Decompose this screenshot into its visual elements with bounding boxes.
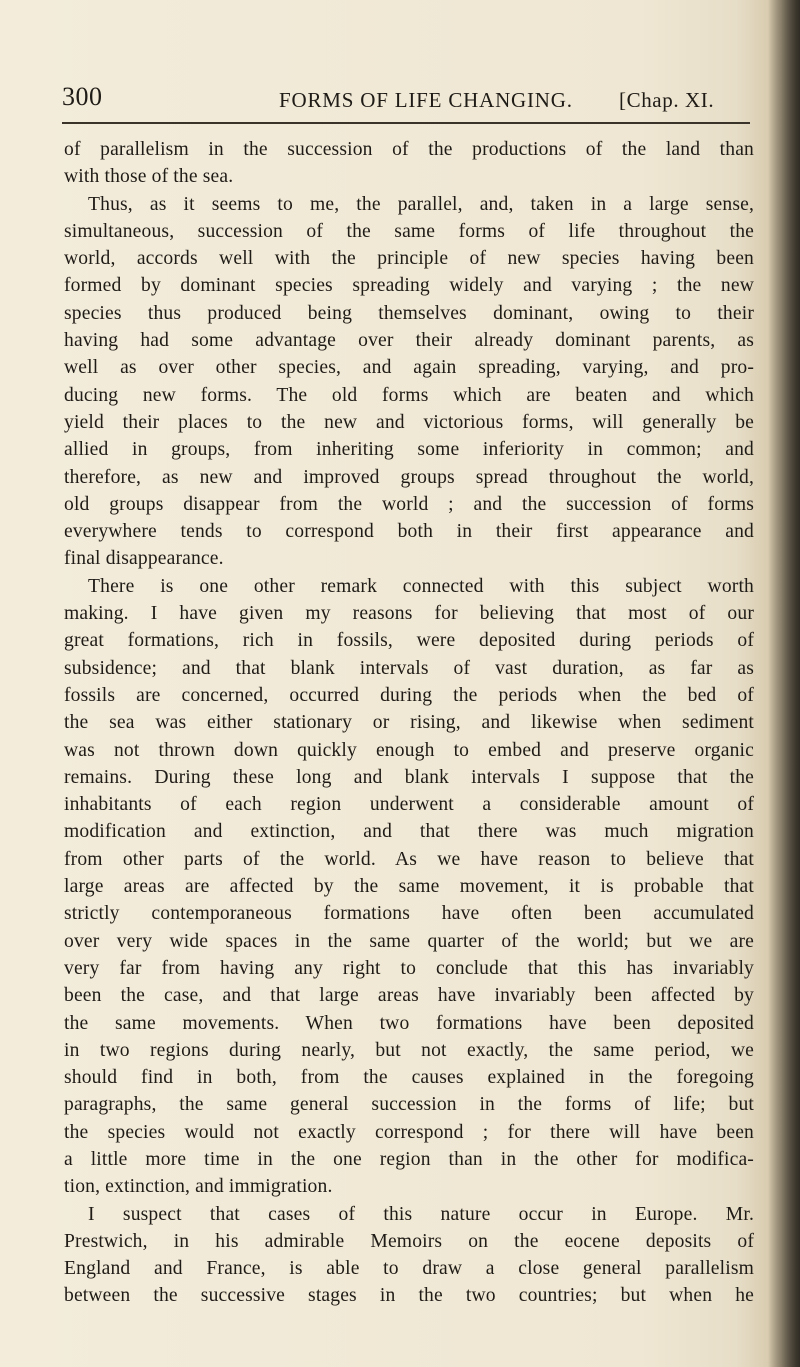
page-number: 300 bbox=[62, 82, 103, 111]
text-line: the species would not exactly correspond ; for there will have been bbox=[64, 1121, 754, 1143]
text-line: with those of the sea. bbox=[64, 166, 234, 188]
text-line: ducing new forms. The old forms which are beaten and which bbox=[64, 384, 754, 406]
text-line: should find in both, from the causes explained in the foregoing bbox=[64, 1067, 754, 1089]
text-line: tion, extinction, and immigration. bbox=[64, 1176, 333, 1198]
text-line: old groups disappear from the world ; and the succession of forms bbox=[64, 493, 754, 515]
text-line: been the case, and that large areas have invariably been affected by bbox=[64, 985, 754, 1007]
text-line: subsidence; and that blank intervals of vast duration, as far as bbox=[64, 657, 754, 679]
text-line: very far from having any right to conclude that this has invariably bbox=[64, 957, 754, 979]
text-line: yield their places to the new and victorious forms, will generally be bbox=[64, 411, 754, 433]
text-line: Prestwich, in his admirable Memoirs on the eocene deposits of bbox=[64, 1230, 754, 1252]
text-line: inhabitants of each region underwent a considerable amount of bbox=[64, 794, 754, 816]
text-line: allied in groups, from inheriting some inferiority in common; and bbox=[64, 439, 754, 461]
text-line: formed by dominant species spreading widely and varying ; the new bbox=[64, 275, 754, 297]
text-line: simultaneous, succession of the same forms of life throughout the bbox=[64, 220, 754, 242]
text-line: There is one other remark connected with this subject worth bbox=[88, 575, 754, 597]
page-edge-shadow bbox=[768, 0, 800, 1367]
text-line: modification and extinction, and that there was much migration bbox=[64, 821, 754, 843]
text-line: species thus produced being themselves dominant, owing to their bbox=[64, 302, 754, 324]
text-line: in two regions during nearly, but not exactly, the same period, we bbox=[64, 1039, 754, 1061]
text-line: remains. During these long and blank intervals I suppose that the bbox=[64, 766, 754, 788]
body-text bbox=[64, 136, 754, 1310]
text-line: everywhere tends to correspond both in their first appearance and bbox=[64, 521, 754, 543]
text-line: large areas are affected by the same movement, it is probable that bbox=[64, 876, 754, 898]
text-line: making. I have given my reasons for believing that most of our bbox=[64, 603, 754, 625]
text-line: a little more time in the one region than in the other for modifica- bbox=[64, 1148, 754, 1170]
text-line: paragraphs, the same general succession in the forms of life; but bbox=[64, 1094, 754, 1116]
text-line: over very wide spaces in the same quarter of the world; but we are bbox=[64, 930, 754, 952]
text-line: of parallelism in the succession of the productions of the land than bbox=[64, 139, 754, 160]
chapter-label: [Chap. XI. bbox=[619, 88, 715, 112]
text-line: fossils are concerned, occurred during the periods when the bed of bbox=[64, 684, 754, 706]
text-line: England and France, is able to draw a close general parallelism bbox=[64, 1258, 754, 1280]
text-line: between the successive stages in the two countries; but when he bbox=[64, 1285, 754, 1307]
text-line: the same movements. When two formations have been deposited bbox=[64, 1012, 754, 1034]
text-line: well as over other species, and again spreading, varying, and pro- bbox=[64, 357, 754, 379]
text-line: was not thrown down quickly enough to embed and preserve organic bbox=[64, 739, 754, 761]
text-line: Thus, as it seems to me, the parallel, and, taken in a large sense, bbox=[88, 193, 754, 215]
text-line: world, accords well with the principle of new species having been bbox=[64, 248, 754, 270]
text-line: great formations, rich in fossils, were deposited during periods of bbox=[64, 630, 754, 652]
text-line: final disappearance. bbox=[64, 548, 224, 570]
text-line: from other parts of the world. As we have reason to believe that bbox=[64, 848, 754, 870]
text-line: strictly contemporaneous formations have often been accumulated bbox=[64, 903, 754, 925]
running-title: FORMS OF LIFE CHANGING. bbox=[279, 88, 573, 112]
text-line: I suspect that cases of this nature occur in Europe. Mr. bbox=[88, 1203, 754, 1225]
page-header bbox=[62, 82, 762, 116]
text-line: the sea was either stationary or rising, and likewise when sediment bbox=[64, 712, 754, 734]
text-line: therefore, as new and improved groups spread throughout the world, bbox=[64, 466, 754, 488]
text-line: having had some advantage over their already dominant parents, as bbox=[64, 330, 754, 352]
header-rule bbox=[62, 122, 750, 124]
